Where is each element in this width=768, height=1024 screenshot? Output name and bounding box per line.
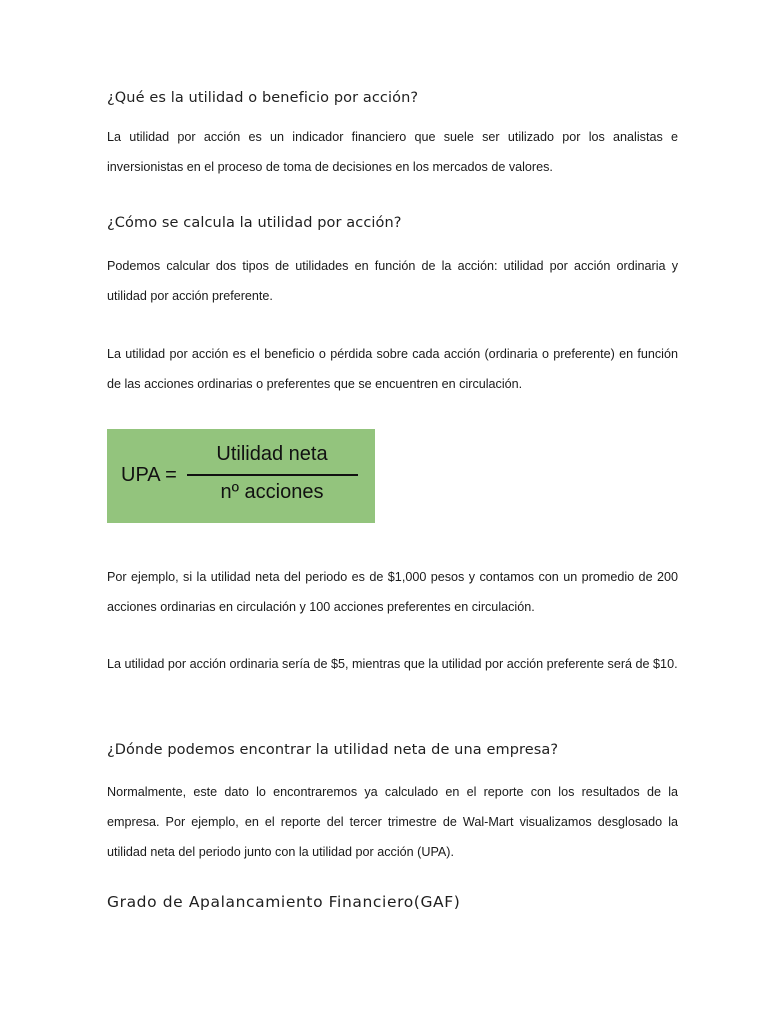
paragraph-where-to-find: Normalmente, este dato lo encontraremos ya calculado en el reporte con los resultados de la empresa. Por ejemplo, en el reporte del tercer trimestre de Wal-Mart visualizamos desglosado la utilidad neta del periodo junto con la utilidad por acción (UPA). xyxy=(107,785,678,859)
paragraph-types-of-eps: Podemos calcular dos tipos de utilidades en función de la acción: utilidad por acción ordinaria y utilidad por acción preferente. xyxy=(107,259,678,303)
paragraph-eps-definition: La utilidad por acción es un indicador financiero que suele ser utilizado por los analistas e inversionistas en el proceso de toma de decisiones en los mercados de valores. xyxy=(107,130,678,174)
heading-where-to-find: ¿Dónde podemos encontrar la utilidad neta de una empresa? xyxy=(107,742,559,758)
formula-fraction-bar xyxy=(187,474,358,476)
paragraph-eps-explanation: La utilidad por acción es el beneficio o pérdida sobre cada acción (ordinaria o preferente) en función de las acciones ordinarias o preferentes que se encuentren en circulación. xyxy=(107,347,678,391)
upa-formula-image xyxy=(107,429,375,523)
formula-denominator: nº acciones xyxy=(220,481,324,503)
formula-numerator: Utilidad neta xyxy=(216,443,328,465)
heading-what-is-eps: ¿Qué es la utilidad o beneficio por acción? xyxy=(107,90,419,106)
paragraph-example: Por ejemplo, si la utilidad neta del periodo es de $1,000 pesos y contamos con un promedio de 200 acciones ordinarias en circulación y 100 acciones preferentes en circulación. xyxy=(107,570,678,614)
heading-how-to-calculate: ¿Cómo se calcula la utilidad por acción? xyxy=(107,215,402,231)
formula-lhs: UPA = xyxy=(121,464,177,486)
paragraph-example-result: La utilidad por acción ordinaria sería de $5, mientras que la utilidad por acción preferente será de $10. xyxy=(107,657,678,671)
heading-gaf: Grado de Apalancamiento Financiero(GAF) xyxy=(107,893,461,911)
